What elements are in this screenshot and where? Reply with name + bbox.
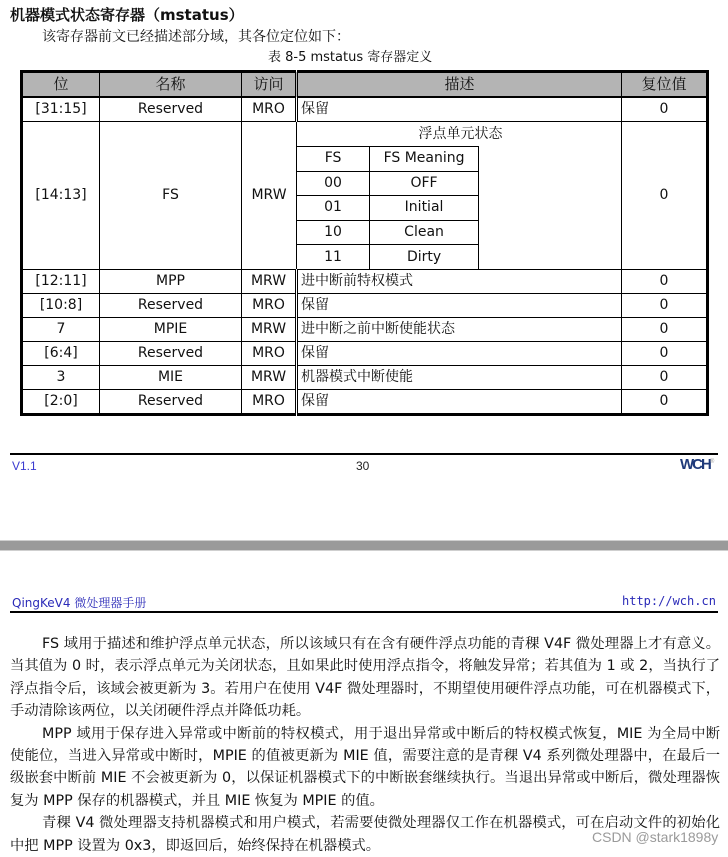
cell-reset: 0 xyxy=(622,293,708,317)
fs-meaning: OFF xyxy=(370,171,479,196)
cell-description: 保留 xyxy=(297,97,622,122)
table-row xyxy=(22,293,708,317)
fs-values-table xyxy=(297,146,479,269)
paragraph-modes: 青稞 V4 微处理器支持机器模式和用户模式，若需要使微处理器仅工作在机器模式，可在启动文件的初始化中把 MPP 设置为 0x3，即返回后，始终保持在机器模式。 xyxy=(10,815,720,854)
cell-description: 保留 xyxy=(297,389,622,414)
cell-access: MRO xyxy=(242,389,297,414)
footer-version: V1.1 xyxy=(12,459,37,473)
fs-row xyxy=(297,171,479,196)
fs-code: 00 xyxy=(297,171,370,196)
cell-access: MRO xyxy=(242,341,297,365)
table-row xyxy=(22,269,708,293)
page-separator xyxy=(0,540,728,551)
table-caption: 表 8-5 mstatus 寄存器定义 xyxy=(268,50,433,65)
fs-description-title: 浮点单元状态 xyxy=(418,126,503,142)
cell-access: MRW xyxy=(242,365,297,389)
table-row xyxy=(22,317,708,341)
logo-text: WCH xyxy=(680,456,710,473)
cell-description: 保留 xyxy=(297,341,622,365)
cell-bits: 7 xyxy=(22,317,100,341)
cell-bits: [2:0] xyxy=(22,389,100,414)
intro-text: 该寄存器前文已经描述部分域，其各位定位如下： xyxy=(42,29,350,45)
cell-bits: 3 xyxy=(22,365,100,389)
footer-divider xyxy=(10,453,718,455)
table-row xyxy=(22,389,708,414)
cell-name: MPIE xyxy=(100,317,242,341)
section-title: 机器模式状态寄存器（mstatus） xyxy=(10,6,244,24)
cell-description-fs xyxy=(297,122,622,270)
wch-logo-icon: WCH® xyxy=(680,456,713,473)
fs-row xyxy=(297,245,479,269)
watermark: CSDN @stark1898y xyxy=(592,829,719,845)
fs-code: 01 xyxy=(297,196,370,221)
cell-access: MRW xyxy=(242,317,297,341)
cell-access: MRO xyxy=(242,293,297,317)
manual-title: QingKeV4 微处理器手册 xyxy=(12,596,147,610)
cell-access: MRW xyxy=(242,122,297,270)
cell-name: Reserved xyxy=(100,389,242,414)
cell-description: 进中断前特权模式 xyxy=(297,269,622,293)
header-divider xyxy=(10,611,718,613)
footer-page-number: 30 xyxy=(356,459,370,473)
cell-bits: [31:15] xyxy=(22,97,100,122)
cell-reset: 0 xyxy=(622,97,708,122)
fs-code: 11 xyxy=(297,245,370,269)
cell-description: 保留 xyxy=(297,293,622,317)
table-header-row xyxy=(22,72,708,98)
header-reset: 复位值 xyxy=(622,72,708,98)
mstatus-register-table xyxy=(20,70,709,416)
fs-code: 10 xyxy=(297,220,370,245)
cell-reset: 0 xyxy=(622,122,708,270)
table-row xyxy=(22,365,708,389)
fs-row xyxy=(297,220,479,245)
header-name: 名称 xyxy=(100,72,242,98)
paragraph-mpp: MPP 域用于保存进入异常或中断前的特权模式，用于退出异常或中断后的特权模式恢复，MIE 为全局中断使能位，当进入异常或中断时，MPIE 的值被更新为 MIE 值，需要注意的是青稞 V4 系列微处理器中，在最后一级嵌套中断前 MIE 不会被更新为 0，以保证机器模式下的中断嵌套继续执行。当退出异常或中断后，微处理器恢复为 MPP 保存的机器模式，并且 MIE 恢复为 MPIE 的值。 xyxy=(10,725,720,809)
cell-name: Reserved xyxy=(100,341,242,365)
table-row xyxy=(22,341,708,365)
fs-header-code: FS xyxy=(297,147,370,172)
header-url-link[interactable]: http://wch.cn xyxy=(622,594,716,608)
paragraph-fs: FS 域用于描述和维护浮点单元状态，所以该域只有在含有硬件浮点功能的青稞 V4F 微处理器上才有意义。当其值为 0 时，表示浮点单元为关闭状态，且如果此时使用浮点指令，将触发异常；若其值为 1 或 2，当执行了浮点指令后，该域会被更新为 3。若用户在使用 V4F 微处理器时，不期望使用硬件浮点功能，可在机器模式下，手动清除该两位，以关闭硬件浮点并降低功耗。 xyxy=(10,636,720,720)
header-bits: 位 xyxy=(22,72,100,98)
fs-row xyxy=(297,196,479,221)
cell-access: MRO xyxy=(242,97,297,122)
cell-name: FS xyxy=(100,122,242,270)
body-text xyxy=(10,633,720,857)
cell-reset: 0 xyxy=(622,389,708,414)
cell-name: MIE xyxy=(100,365,242,389)
cell-access: MRW xyxy=(242,269,297,293)
cell-bits: [12:11] xyxy=(22,269,100,293)
cell-name: MPP xyxy=(100,269,242,293)
fs-meaning: Dirty xyxy=(370,245,479,269)
header-description: 描述 xyxy=(297,72,622,98)
table-row xyxy=(22,97,708,122)
table-row-fs xyxy=(22,122,708,270)
cell-name: Reserved xyxy=(100,97,242,122)
cell-description: 进中断之前中断使能状态 xyxy=(297,317,622,341)
cell-bits: [10:8] xyxy=(22,293,100,317)
fs-header-meaning: FS Meaning xyxy=(370,147,479,172)
header-access: 访问 xyxy=(242,72,297,98)
cell-reset: 0 xyxy=(622,365,708,389)
fs-meaning: Clean xyxy=(370,220,479,245)
cell-name: Reserved xyxy=(100,293,242,317)
cell-reset: 0 xyxy=(622,317,708,341)
fs-header-row xyxy=(297,147,479,172)
cell-reset: 0 xyxy=(622,341,708,365)
fs-meaning: Initial xyxy=(370,196,479,221)
cell-bits: [6:4] xyxy=(22,341,100,365)
cell-reset: 0 xyxy=(622,269,708,293)
cell-description: 机器模式中断使能 xyxy=(297,365,622,389)
cell-bits: [14:13] xyxy=(22,122,100,270)
